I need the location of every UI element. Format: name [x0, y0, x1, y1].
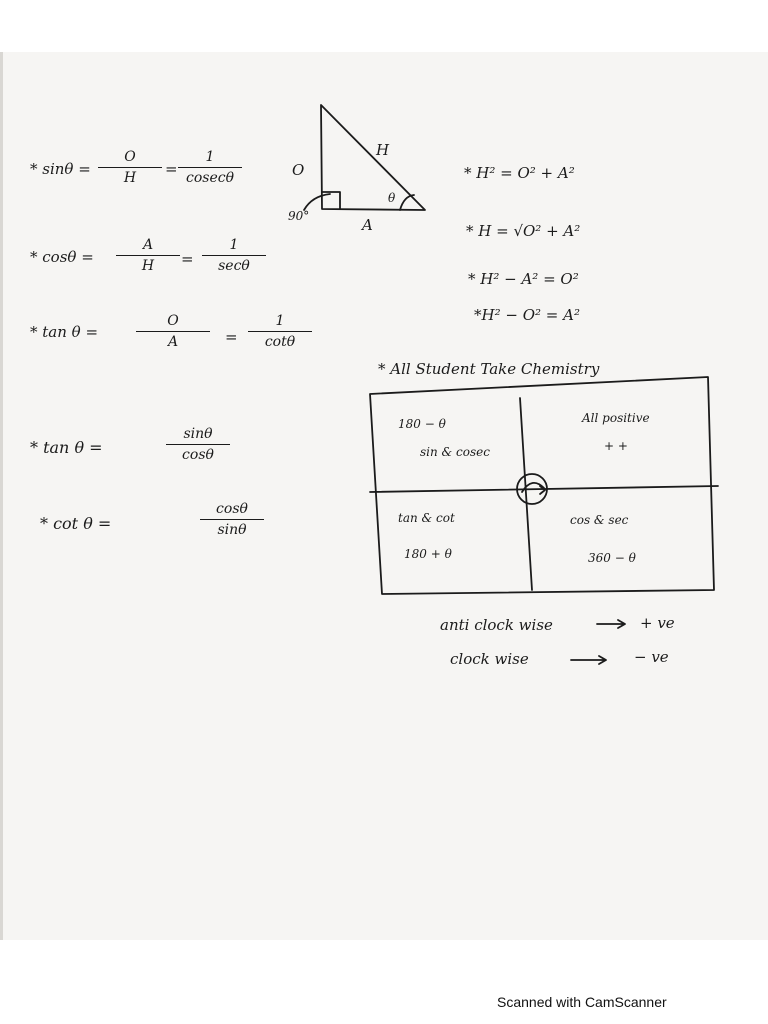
quadrant-4-angle: 360 − θ: [588, 551, 636, 565]
tan-fraction-cot: 1 cotθ: [240, 312, 320, 351]
pythagoras-line-1: * H² = O² + A²: [464, 164, 575, 182]
quadrant-3-angle: 180 + θ: [404, 547, 452, 561]
quadrant-2-angle: 180 − θ: [398, 417, 446, 431]
pythagoras-line-3: * H² − A² = O²: [468, 270, 579, 288]
triangle-sides: [321, 105, 425, 210]
cos-label: * cosθ =: [30, 248, 94, 266]
pythagoras-line-4: *H² − O² = A²: [474, 306, 580, 324]
triangle-right-angle-label: 90°: [288, 209, 310, 223]
anticlockwise-sign: + ve: [640, 614, 675, 632]
cot-ratio-label: * cot θ =: [40, 514, 112, 533]
astc-mnemonic: * All Student Take Chemistry: [378, 360, 600, 378]
tan-fraction-oa: O A: [128, 312, 218, 351]
quadrant-3-functions: tan & cot: [398, 511, 455, 525]
anticlockwise-text: anti clock wise: [440, 616, 553, 634]
camscanner-footer: Scanned with CamScanner: [497, 994, 667, 1010]
equals-sign: =: [225, 328, 238, 346]
clockwise-sign: − ve: [634, 648, 669, 666]
tan-ratio-label: * tan θ =: [30, 438, 103, 457]
tan-label: * tan θ =: [30, 323, 99, 341]
equals-sign: =: [165, 160, 178, 178]
astc-vertical-axis: [520, 398, 532, 590]
pythagoras-line-2: * H = √O² + A²: [466, 222, 581, 240]
triangle-adjacent-label: A: [362, 216, 373, 234]
cos-fraction-sec: 1 secθ: [194, 236, 274, 275]
equals-sign: =: [181, 250, 194, 268]
triangle-opposite-label: O: [292, 161, 305, 179]
clockwise-arrow: [571, 656, 606, 664]
sin-fraction-oh: O H: [90, 148, 170, 187]
quadrant-4-functions: cos & sec: [570, 513, 629, 527]
quadrant-1-label: All positive: [582, 411, 650, 425]
right-angle-arrow: [304, 194, 330, 210]
triangle-hypotenuse-label: H: [376, 141, 390, 159]
anticlockwise-arrow: [597, 620, 625, 628]
quadrant-2-functions: sin & cosec: [420, 445, 490, 459]
tan-ratio-fraction: sinθ cosθ: [158, 425, 238, 464]
sin-label: * sinθ =: [30, 160, 91, 178]
quadrant-1-signs: + +: [604, 439, 628, 453]
sin-fraction-cosec: 1 cosecθ: [170, 148, 250, 187]
triangle-angle-label: θ: [388, 191, 396, 205]
cot-ratio-fraction: cosθ sinθ: [192, 500, 272, 539]
cos-fraction-ah: A H: [108, 236, 188, 275]
clockwise-text: clock wise: [450, 650, 529, 668]
